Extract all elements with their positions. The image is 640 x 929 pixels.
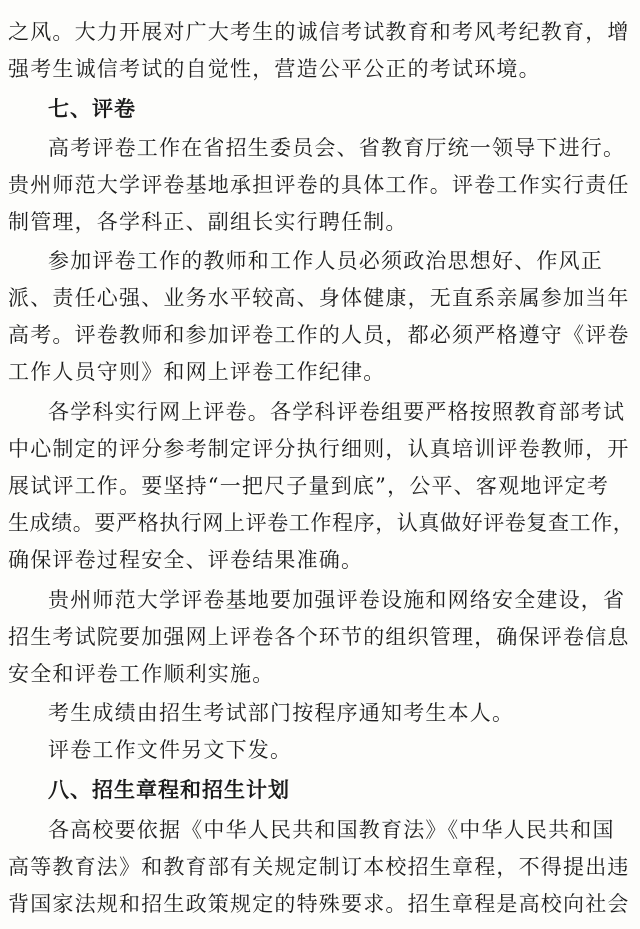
paragraph-line: 贵州师范大学评卷基地要加强评卷设施和网络安全建设，省	[48, 588, 626, 612]
text-line: 之风。大力开展对广大考生的诚信考试教育和考风考纪教育，增	[8, 20, 630, 44]
paragraph-line: 确保评卷过程安全、评卷结果准确。	[8, 548, 364, 572]
paragraph-line: 贵州师范大学评卷基地承担评卷的具体工作。评卷工作实行责任	[8, 173, 630, 197]
paragraph-line: 中心制定的评分参考制定评分执行细则，认真培训评卷教师，开	[8, 437, 630, 461]
paragraph-line: 高等教育法》和教育部有关规定制订本校招生章程，不得提出违	[8, 855, 630, 879]
paragraph-line: 派、责任心强、业务水平较高、身体健康，无直系亲属参加当年	[8, 286, 630, 310]
paragraph-line: 各学科实行网上评卷。各学科评卷组要严格按照教育部考试	[48, 400, 626, 424]
section-heading-admission-charter: 八、招生章程和招生计划	[48, 778, 290, 802]
paragraph-line: 展试评工作。要坚持“一把尺子量到底”，公平、客观地评定考	[8, 474, 610, 498]
paragraph-line: 考生成绩由招生考试部门按程序通知考生本人。	[48, 701, 515, 725]
paragraph-line: 生成绩。要严格执行网上评卷工作程序，认真做好评卷复查工作，	[8, 511, 635, 535]
paragraph-line: 各高校要依据《中华人民共和国教育法》《中华人民共和国	[48, 818, 615, 842]
paragraph-line: 高考评卷工作在省招生委员会、省教育厅统一领导下进行。	[48, 136, 626, 160]
text-line: 强考生诚信考试的自觉性，营造公平公正的考试环境。	[8, 57, 541, 81]
paragraph-line: 安全和评卷工作顺利实施。	[8, 662, 275, 686]
paragraph-line: 背国家法规和招生政策规定的特殊要求。招生章程是高校向社会	[8, 892, 630, 916]
section-heading-grading: 七、评卷	[48, 97, 136, 121]
paragraph-line: 招生考试院要加强网上评卷各个环节的组织管理，确保评卷信息	[8, 625, 630, 649]
paragraph-line: 参加评卷工作的教师和工作人员必须政治思想好、作风正	[48, 249, 603, 273]
paragraph-line: 工作人员守则》和网上评卷工作纪律。	[8, 360, 386, 384]
paragraph-line: 评卷工作文件另文下发。	[48, 738, 293, 762]
paragraph-line: 制管理，各学科正、副组长实行聘任制。	[8, 210, 408, 234]
paragraph-line: 高考。评卷教师和参加评卷工作的人员，都必须严格遵守《评卷	[8, 323, 630, 347]
